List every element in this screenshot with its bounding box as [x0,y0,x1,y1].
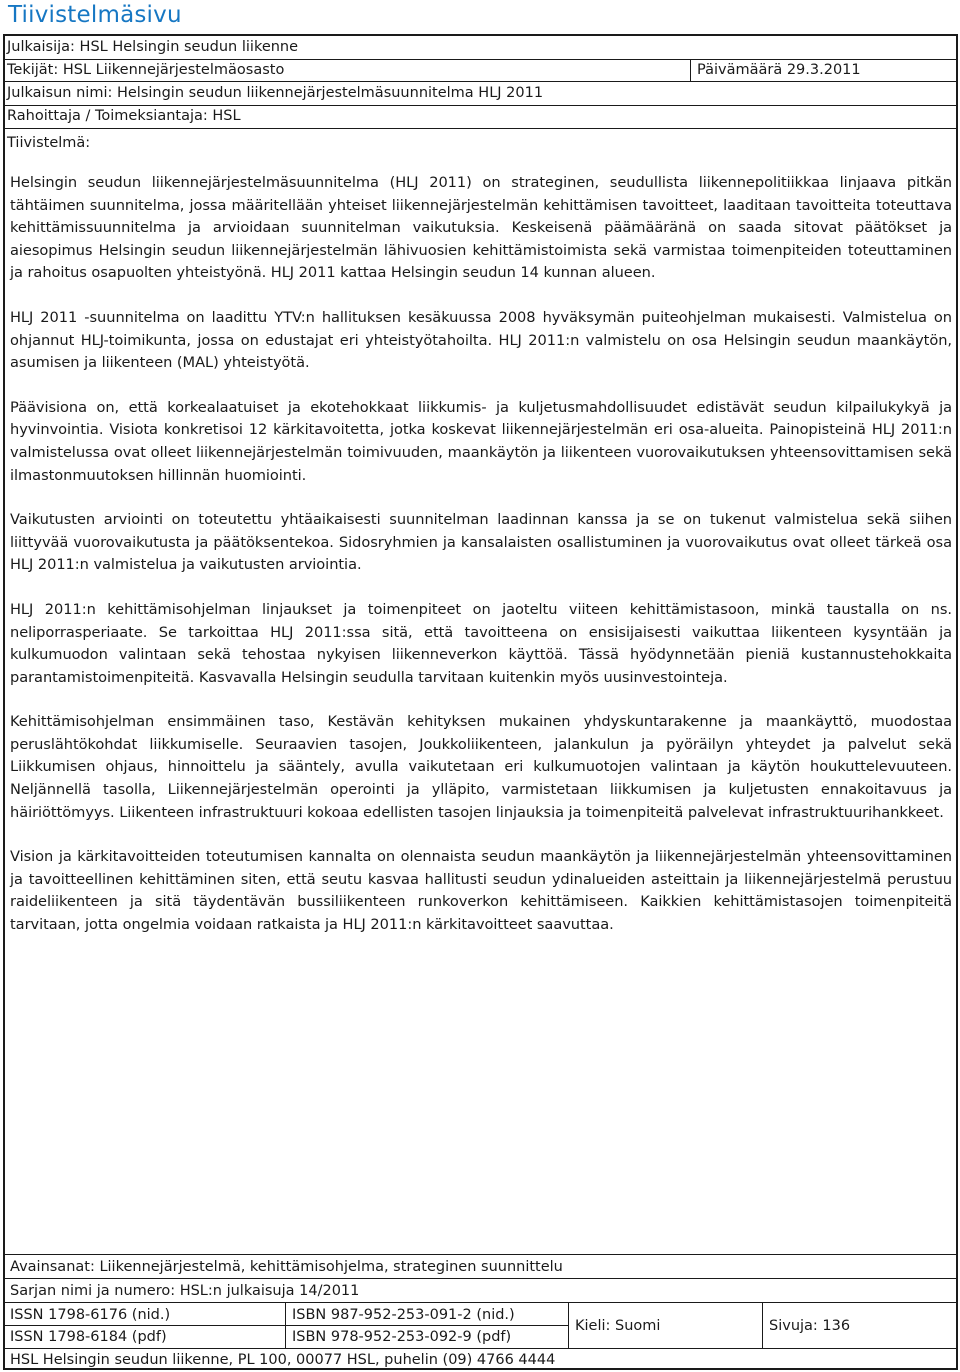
abstract-body [10,172,952,959]
keywords-field: Avainsanat: Liikennejärjestelmä, kehittämisohjelma, strateginen suunnittelu [10,1259,563,1275]
issn-print: ISSN 1798-6176 (nid.) [10,1307,171,1323]
abstract-paragraph: HLJ 2011 -suunnitelma on laadittu YTV:n hallituksen kesäkuussa 2008 hyväksymän puiteohjelman mukaisesti. Valmistelua on ohjannut HLJ-toimikunta, jossa on edustajat eri yhteistyötahoilta. HLJ 2011:n valmistelu on osa Helsingin seudun maankäytön, asumisen ja liikenteen (MAL) yhteistyötä. [10,308,952,372]
abstract-label: Tiivistelmä: [7,135,91,151]
row-divider [3,1302,958,1303]
abstract-paragraph: Helsingin seudun liikennejärjestelmäsuunnitelma (HLJ 2011) on strateginen, seudullista liikennepolitiikkaa linjaava pitkän tähtäimen suunnitelma, jossa määritellään yhteiset liikennejärjestelmän kehittämisen tavoitteet, laaditaan tavoitteita toteuttava kehittämissuunnitelma ja arvioidaan suunnitelman vaikutuksia. Keskeisenä päämääränä on saada sitovat päätökset ja aiesopimus Helsingin seudun liikennejärjestelmän lähivuosien kehittämistoimista sekä varmistaa toimenpiteiden toteuttaminen ja rahoitus osapuolten yhteistyönä. HLJ 2011 kattaa Helsingin seudun 14 kunnan alueen. [10,174,952,282]
row-divider [3,1325,569,1326]
abstract-paragraph: Vaikutusten arviointi on toteutettu yhtäaikaisesti suunnitelman laadinnan kanssa ja se on tukenut valmistelua sekä siihen liittyvää vuorovaikutusta ja päätöksentekoa. Sidosryhmien ja kansalaisten osallistuminen ja vuorovaikutus ovat olleet tärkeä osa HLJ 2011:n valmistelua ja vaikutusten arviointia. [10,511,952,574]
row-divider [3,128,958,129]
abstract-paragraph: Päävisiona on, että korkealaatuiset ja ekotehokkaat liikkumis- ja kuljetusmahdollisuudet edistävät seudun kilpailukykyä ja hyvinvointia. Visiota konkretisoi 12 kärkitavoitetta, jotka koskevat liikennejärjestelmän eri osa-alueita. Painopisteinä HLJ 2011:n valmistelussa ovat olleet liikennejärjestelmän toimivuuden, maankäytön ja liikenteen vuorovaikutuksen yhteensovittamisen sekä ilmastonmuutoksen hillinnän huomiointi. [10,398,952,484]
issn-pdf: ISSN 1798-6184 (pdf) [10,1329,167,1345]
publisher-field: Julkaisija: HSL Helsingin seudun liikenne [7,39,299,55]
row-divider [3,81,958,82]
abstract-paragraph: HLJ 2011:n kehittämisohjelman linjaukset ja toimenpiteet on jaoteltu viiteen kehittämistasoon, minkä taustalla on ns. neliporrasperiaate. Se tarkoittaa HLJ 2011:ssa sitä, että tavoitteena on ensisijaisesti vaikuttaa liikenteen kysyntään ja kulkumuodon valintaan sekä tehostaa nykyisen liikenneverkon käyttöä. Tässä hyödynnetään pieniä kustannustehokkaita parantamistoimenpiteitä. Kasvavalla Helsingin seudulla tarvitaan kuitenkin myös uusinvestointeja. [10,600,952,686]
date-divider [690,59,691,81]
pages-field: Sivuja: 136 [769,1318,851,1334]
abstract-paragraph: Vision ja kärkitavoitteiden toteutumisen kannalta on olennaista seudun maankäytön ja liikennejärjestelmän yhteensovittaminen ja tavoitteellinen kehittäminen siten, että seutu kasvaa hallitusti seudun ydinalueiden asteittain ja liikennejärjestelmä perustuu raideliikenteen ja sitä täydentävän bussiliikenteen runkoverkon kehittämiseen. Kaikkien kehittämistasojen toimenpiteitä tarvitaan, jotta ongelmia voidaan ratkaista ja HLJ 2011:n kärkitavoitteet saavuttaa. [10,848,952,934]
col-divider [762,1302,763,1348]
authors-field: Tekijät: HSL Liikennejärjestelmäosasto [7,62,285,78]
funder-field: Rahoittaja / Toimeksiantaja: HSL [7,108,241,124]
publication-name-field: Julkaisun nimi: Helsingin seudun liikennejärjestelmäsuunnitelma HLJ 2011 [7,85,544,101]
isbn-print: ISBN 987-952-253-091-2 (nid.) [292,1307,515,1323]
contact-field: HSL Helsingin seudun liikenne, PL 100, 00077 HSL, puhelin (09) 4766 4444 [10,1352,556,1368]
date-field: Päivämäärä 29.3.2011 [697,62,861,78]
series-field: Sarjan nimi ja numero: HSL:n julkaisuja 14/2011 [10,1283,360,1299]
abstract-paragraph: Kehittämisohjelman ensimmäinen taso, Kestävän kehityksen mukainen yhdyskuntarakenne ja maankäyttö, muodostaa peruslähtökohdat liikkumiselle. Seuraavien tasojen, Joukkoliikenteen, jalankulun ja pyöräilyn yhteydet ja palvelut sekä Liikkumisen ohjaus, hinnoittelu ja sääntely, avulla vaikutetaan eri kulkumuotojen valintaan ja käytön houkuttelevuuteen. Neljännellä tasolla, Liikennejärjestelmän operointi ja ylläpito, varmistetaan liikkumisen ja kuljetusten ennakoitavuus ja häiriöttömyys. Liikenteen infrastruktuuri kokoaa edellisten tasojen linjauksia ja toimenpiteitä palvelevat infrastruktuurihankkeet. [10,713,952,821]
row-divider [3,1278,958,1279]
row-divider [3,1254,958,1255]
row-divider [3,1348,958,1349]
page-title: Tiivistelmäsivu [8,2,182,28]
isbn-pdf: ISBN 978-952-253-092-9 (pdf) [292,1329,512,1345]
language-field: Kieli: Suomi [575,1318,661,1334]
